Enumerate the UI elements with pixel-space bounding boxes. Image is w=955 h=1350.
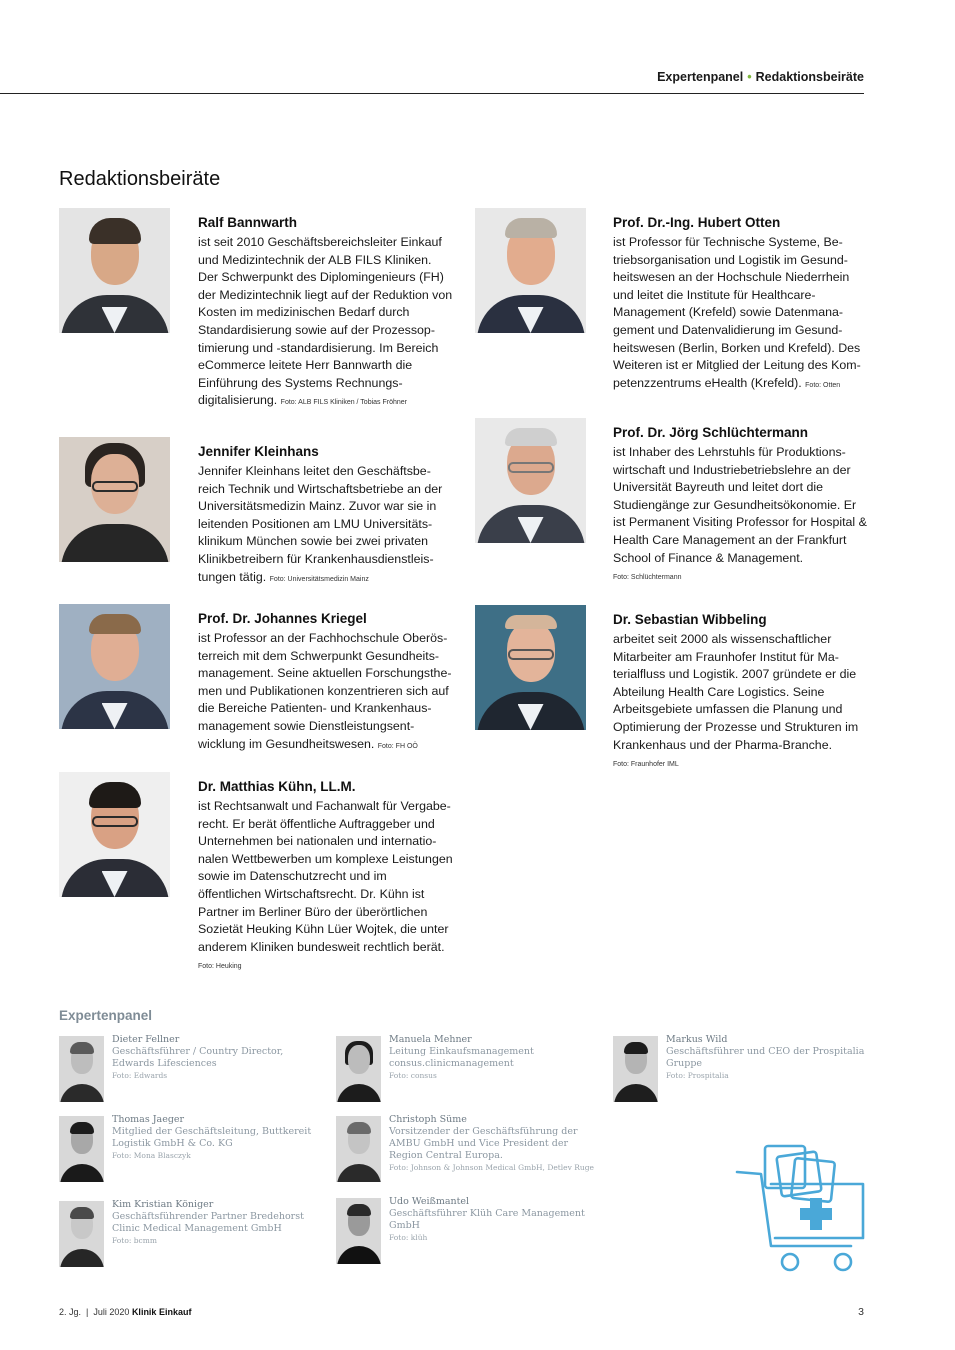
- member-name: Dieter Fellner: [112, 1034, 180, 1045]
- photo-credit: Foto: Schlüchtermann: [613, 574, 682, 582]
- member-name: Christoph Süme: [389, 1114, 467, 1125]
- member-photo: [59, 1116, 104, 1182]
- member-name: Markus Wild: [666, 1034, 728, 1045]
- photo-credit: Foto: Otten: [805, 381, 841, 389]
- editor-name: Dr. Sebastian Wibbeling: [613, 612, 767, 627]
- member-photo: [59, 1201, 104, 1267]
- member-name: Manuela Mehner: [389, 1034, 472, 1045]
- photo-credit: Foto: ALB FILS Kliniken / Tobias Fröhner: [280, 399, 407, 407]
- editor-photo: [475, 208, 586, 333]
- editor-name: Jennifer Kleinhans: [198, 444, 319, 459]
- editor-photo: [475, 418, 586, 543]
- running-header: [657, 70, 864, 84]
- editor-photo: [59, 604, 170, 729]
- member-photo: [613, 1036, 658, 1102]
- member-photo: [336, 1036, 381, 1102]
- header-subsection: Redaktionsbeiräte: [755, 70, 864, 84]
- member-photo: [336, 1116, 381, 1182]
- member-photo: [59, 1036, 104, 1102]
- editor-bio: ist Inhaber des Lehrstuhls für Produktionswirtschaft und Industriebetriebslehre an der Universität Bayreuth und leitet dort die Studiengänge zur Gesundheitsökonomie. Er ist Permanent Visiting Professor for Hospital & Health Care Management an der Frankfurt School of Finance & Management.: [613, 445, 867, 565]
- footer-date: Juli 2020: [93, 1307, 130, 1317]
- photo-credit: Foto: Fraunhofer IML: [613, 761, 679, 769]
- member-role: Leitung Einkaufsmanagement consus.clinicmanagement: [389, 1046, 534, 1069]
- footer-separator: |: [86, 1307, 89, 1317]
- member-credit: Foto: Johnson & Johnson Medical GmbH, Detlev Ruge: [389, 1163, 594, 1172]
- header-rule: [0, 93, 864, 94]
- panel-title: Expertenpanel: [59, 1008, 153, 1023]
- shopping-cart-medical-icon: [735, 1140, 867, 1274]
- member-credit: Foto: bcmm: [112, 1236, 157, 1245]
- member-credit: Foto: Prospitalia: [666, 1071, 729, 1080]
- member-role: Geschäftsführer Klüh Care Management GmbH: [389, 1208, 585, 1231]
- member-credit: Foto: consus: [389, 1071, 437, 1080]
- footer-magazine: Klinik Einkauf: [131, 1307, 192, 1317]
- member-role: Vorsitzender der Geschäftsführung der AMBU GmbH und Vice President der Region Central Europa.: [389, 1126, 578, 1161]
- page-title: Redaktionsbeiräte: [59, 168, 221, 190]
- page-footer: [59, 1307, 191, 1317]
- member-photo: [336, 1198, 381, 1264]
- header-section: Expertenpanel: [657, 70, 744, 84]
- member-credit: Foto: Edwards: [112, 1071, 168, 1080]
- editor-name: Dr. Matthias Kühn, LL.M.: [198, 779, 356, 794]
- member-name: Udo Weißmantel: [389, 1196, 470, 1207]
- footer-volume: 2. Jg.: [59, 1307, 82, 1317]
- editor-photo: [59, 772, 170, 897]
- photo-credit: Foto: Heuking: [198, 963, 242, 971]
- page-number: 3: [858, 1306, 864, 1318]
- header-separator: •: [747, 70, 752, 84]
- editor-bio: ist Rechtsanwalt und Fachanwalt für Vergaberecht. Er berät öffentliche Auftraggeber und Unternehmen bei nationalen und internationalen Wettbewerben um komplexe Leistungen sowie im Datenschutzrecht und im öffentlichen Wirtschaftsrecht. Dr. Kühn ist Partner im Berliner Büro der überörtlichen Sozietät Heuking Kühn Lüer Wojtek, die unter anderem Kliniken bundesweit rechtlich berät.: [198, 799, 453, 954]
- editor-photo: [59, 437, 170, 562]
- member-role: Geschäftsführer / Country Director, Edwards Lifesciences: [112, 1046, 284, 1069]
- photo-credit: Foto: FH OÖ: [377, 742, 418, 750]
- editor-photo: [59, 208, 170, 333]
- member-credit: Foto: klüh: [389, 1233, 428, 1242]
- editor-bio: ist seit 2010 Geschäftsbereichsleiter Einkauf und Medizintechnik der ALB FILS Kliniken. Der Schwerpunkt des Diplomingenieurs (FH) der Medizintechnik liegt auf der Reduktion von Kosten im medizinischen Bedarf durch Standardisierung sowie auf der Prozessoptimierung und -standardisierung. Im Bereich eCommerce leitete Herr Bannwarth die Einführung des Systems Rechnungsdigitalisierung.: [198, 235, 453, 408]
- editor-bio: arbeitet seit 2000 als wissenschaftlicher Mitarbeiter am Fraunhofer Institut für Materialfluss und Logistik. 2007 gründete er die Abteilung Health Care Logistics. Seine Arbeitsgebiete umfassen die Planung und Optimierung der Prozesse und Strukturen im Krankenhaus und der Pharma-Branche.: [613, 632, 859, 752]
- editor-bio: ist Professor an der Fachhochschule Oberösterreich mit dem Schwerpunkt Gesundheitsmanagement. Seine aktuellen Forschungsthemen und Publikationen konzentrieren sich auf die Bereiche Patienten- und Krankenhausmanagement sowie Dienstleistungsentwicklung im Gesundheitswesen.: [198, 631, 452, 751]
- editor-bio: ist Professor für Technische Systeme, Betriebsorganisation und Logistik im Gesundheitswesen an der Hochschule Niederrhein und leitet die Institute für Healthcare-Management (Krefeld) sowie Datenmanagement und Datenvalidierung im Gesundheitswesen (Berlin, Borken und Krefeld). Des Weiteren ist er Mitglied der Leitung des Kompetenzzentrums eHealth (Krefeld).: [613, 235, 861, 390]
- editor-name: Prof. Dr. Jörg Schlüchtermann: [613, 425, 809, 440]
- editor-name: Prof. Dr.-Ing. Hubert Otten: [613, 215, 781, 230]
- editor-name: Ralf Bannwarth: [198, 215, 298, 230]
- editor-photo: [475, 605, 586, 730]
- member-name: Thomas Jaeger: [112, 1114, 185, 1125]
- member-role: Geschäftsführer und CEO der Prospitalia Gruppe: [666, 1046, 865, 1069]
- member-name: Kim Kristian Königer: [112, 1199, 214, 1210]
- member-role: Mitglied der Geschäftsleitung, Buttkereit Logistik GmbH & Co. KG: [112, 1126, 312, 1149]
- photo-credit: Foto: Universitätsmedizin Mainz: [269, 575, 369, 583]
- member-role: Geschäftsführender Partner Bredehorst Clinic Medical Management GmbH: [112, 1211, 304, 1234]
- editor-bio: Jennifer Kleinhans leitet den Geschäftsbereich Technik und Wirtschaftsbetriebe an der Universitätsmedizin Mainz. Zuvor war sie in leitenden Positionen am LMU Universitätsklinikum München sowie bei zwei privaten Klinikbetreibern für Krankenhausdienstleistungen tätig.: [198, 464, 443, 584]
- editor-name: Prof. Dr. Johannes Kriegel: [198, 611, 367, 626]
- member-credit: Foto: Mona Blasczyk: [112, 1151, 191, 1160]
